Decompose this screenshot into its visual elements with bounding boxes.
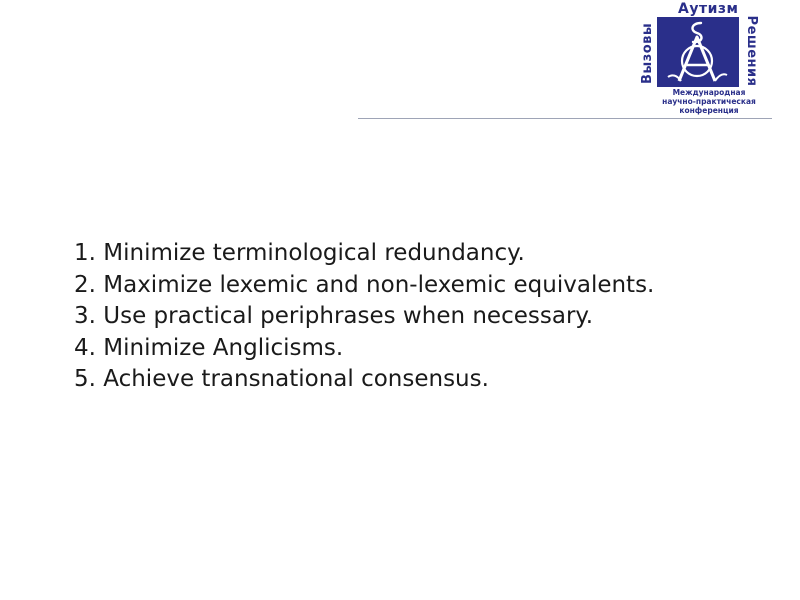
logo-caption-line: конференция [679,106,739,115]
list-item-text: 4. Minimize Anglicisms. [74,334,344,361]
list-item [74,270,774,302]
logo-top-text: Аутизм [678,1,739,17]
list-item [74,238,774,270]
list-item [74,333,774,365]
list-item-text: 5. Achieve transnational consensus. [74,366,489,392]
list-item-text: 1. Minimize terminological redundancy. [74,240,525,266]
logo-right-text: Решения [744,15,759,87]
header-divider [358,118,772,119]
list-item-text: 3. Use practical periphrases when necessary. [74,303,594,329]
list-item-text: 2. Maximize lexemic and non-lexemic equivalents. [74,271,655,298]
list-item [74,301,774,333]
recommendations-list [74,238,774,396]
logo-left-text: Вызовы [640,22,655,84]
list-item [74,364,774,396]
logo-caption [646,88,772,115]
logo-caption-line: научно-практическая [662,97,756,106]
logo-emblem-icon [657,17,739,87]
conference-logo [640,3,775,115]
logo-caption-line: Международная [672,88,746,97]
